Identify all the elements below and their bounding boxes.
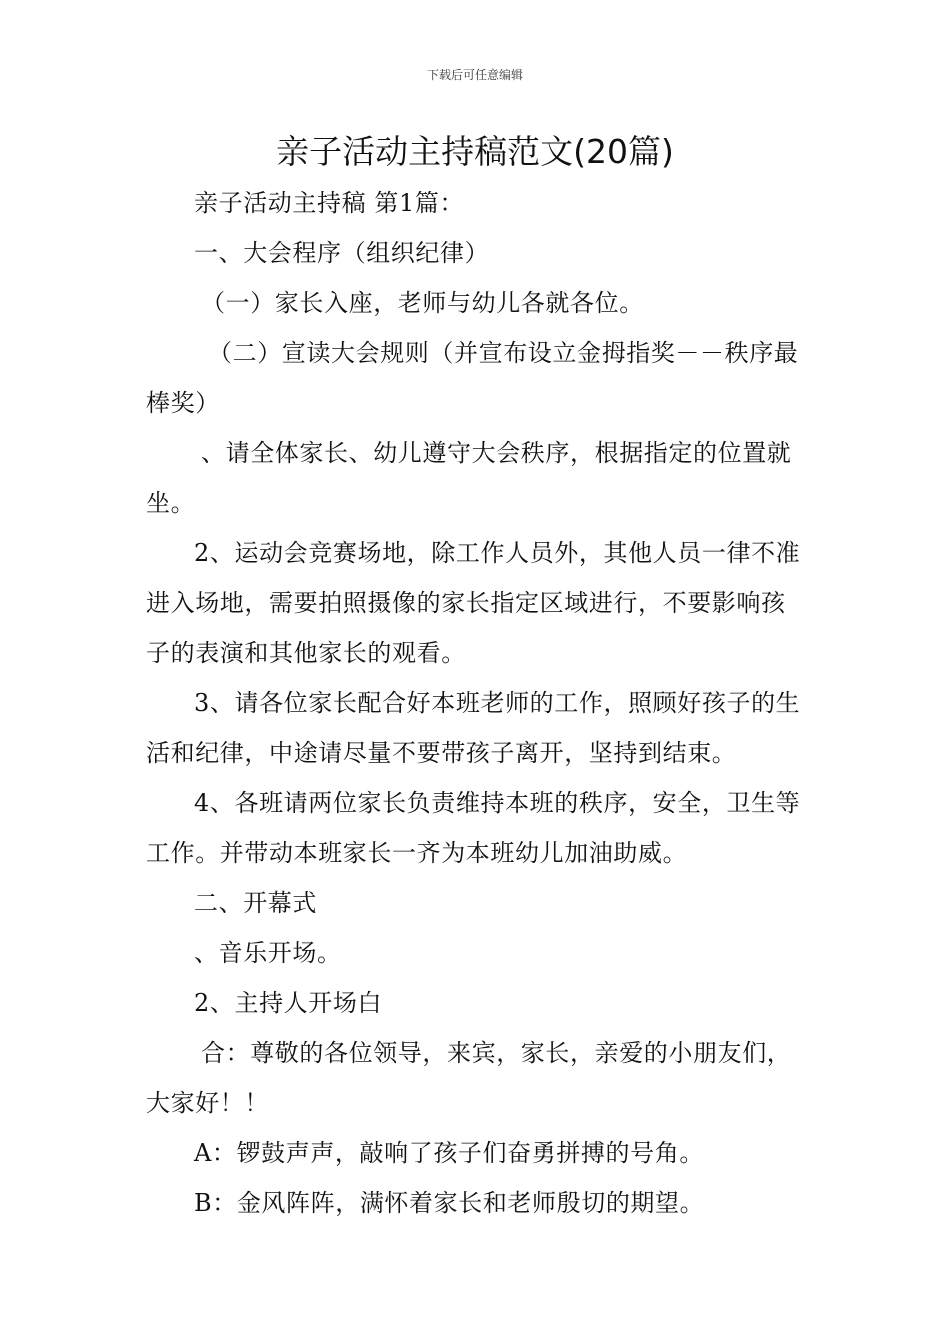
document-title: 亲子活动主持稿范文(20篇) xyxy=(276,132,674,171)
paragraph-opening-heading: 二、开幕式 xyxy=(194,889,317,917)
paragraph-rules: （二）宣读大会规则（并宣布设立金拇指奖－－秩序最棒奖） xyxy=(146,339,799,417)
paragraph-rule-2: 2、运动会竞赛场地，除工作人员外，其他人员一律不准进入场地，需要拍照摄像的家长指定区域进行，不要影响孩子的表演和其他家长的观看。 xyxy=(146,539,801,667)
paragraph-seating: （一）家长入座，老师与幼儿各就各位。 xyxy=(201,289,644,317)
document-body xyxy=(146,178,810,1228)
paragraph-rule-1: 、请全体家长、幼儿遵守大会秩序，根据指定的位置就坐。 xyxy=(146,439,792,517)
paragraph-host-b: B：金风阵阵，满怀着家长和老师殷切的期望。 xyxy=(194,1189,705,1217)
paragraph-host-a: A：锣鼓声声，敲响了孩子们奋勇拼搏的号角。 xyxy=(194,1139,704,1167)
paragraph-host-intro: 2、主持人开场白 xyxy=(194,989,383,1017)
paragraph-rule-4: 4、各班请两位家长负责维持本班的秩序，安全，卫生等工作。并带动本班家长一齐为本班幼儿加油助威。 xyxy=(146,789,801,867)
paragraph-section-heading: 亲子活动主持稿 第1篇： xyxy=(194,189,465,217)
paragraph-greeting: 合：尊敬的各位领导，来宾，家长，亲爱的小朋友们，大家好！！ xyxy=(146,1039,792,1117)
paragraph-rule-3: 3、请各位家长配合好本班老师的工作，照顾好孩子的生活和纪律，中途请尽量不要带孩子离开，坚持到结束。 xyxy=(146,689,801,767)
paragraph-program-heading: 一、大会程序（组织纪律） xyxy=(194,239,490,267)
header-note: 下载后可任意编辑 xyxy=(426,68,523,82)
paragraph-music: 、音乐开场。 xyxy=(194,939,342,967)
